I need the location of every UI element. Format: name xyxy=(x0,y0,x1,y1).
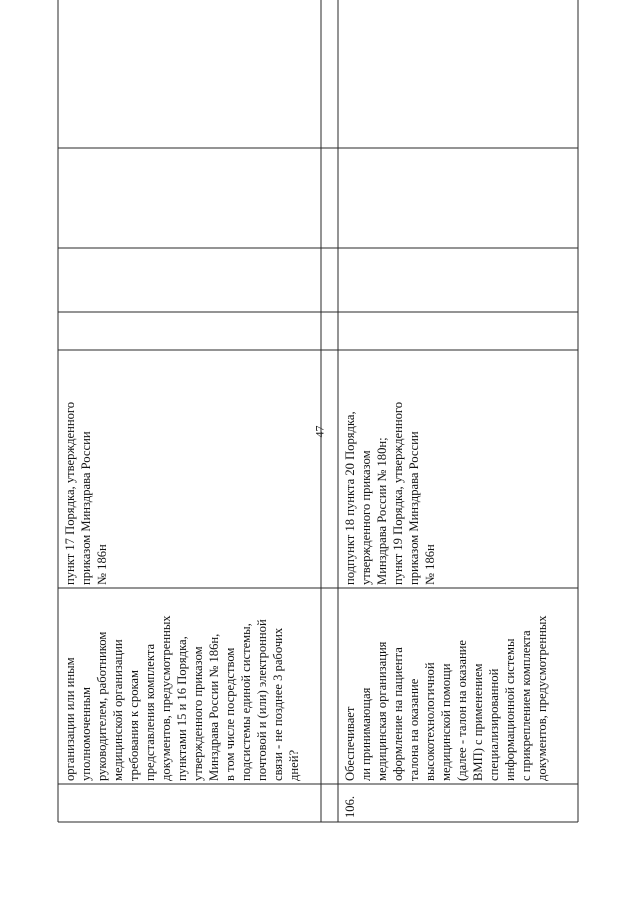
row-1-reference-line: пункт 17 Порядка, утвержденного xyxy=(63,401,77,585)
row-1-question-line: пунктами 15 и 16 Порядка, xyxy=(175,636,189,781)
row-106-question-line: Обеспечивает xyxy=(343,706,357,781)
row-106-question-line: медицинской помощи xyxy=(439,663,453,781)
row-106-question-line: медицинская организация xyxy=(375,641,389,781)
row-106-question-line: специализированной xyxy=(487,668,501,781)
row-1-question-line: требования к срокам xyxy=(127,670,141,781)
row-1-question-line: подсистемы единой системы, xyxy=(239,623,253,781)
row-1-question-line: представления комплекта xyxy=(143,643,157,781)
row-106-reference-line: № 186н xyxy=(423,544,437,585)
row-1-question-line: организации или иным xyxy=(63,657,77,781)
row-106-question-line: документов, предусмотренных xyxy=(535,615,549,781)
row-106-question-line: талона на оказание xyxy=(407,678,421,781)
row-1-reference-cell xyxy=(62,402,110,585)
row-1-reference-line: № 186н xyxy=(95,544,109,585)
row-1-question-line: утвержденного приказом xyxy=(191,646,205,781)
row-1-question-line: связи - не позднее 3 рабочих xyxy=(271,627,285,781)
row-1-reference-line: приказом Минздрава России xyxy=(79,431,93,585)
row-1-question-cell xyxy=(62,615,302,781)
row-106-question-line: ли принимающая xyxy=(359,687,373,781)
row-1-question-line: в том числе посредством xyxy=(223,647,237,781)
row-106-reference-line: приказом Минздрава России xyxy=(407,431,421,585)
row-106-reference-line: пункт 19 Порядка, утвержденного xyxy=(391,401,405,585)
row-106-reference-cell xyxy=(342,402,438,585)
row-1-question-line: медицинской организации xyxy=(111,639,125,781)
row-1-question-line: дней? xyxy=(287,749,301,781)
row-106-question-line: оформление на пациента xyxy=(391,647,405,781)
row-106-reference-line: Минздрава России № 180н; xyxy=(375,437,389,585)
row-1-question-line: уполномоченным xyxy=(79,686,93,781)
page-number: 47 xyxy=(312,425,327,438)
row-106-question-line: ВМП) с применением xyxy=(471,663,485,781)
row-1-question-line: почтовой и (или) электронной xyxy=(255,619,269,781)
row-106-number: 106. xyxy=(343,795,357,818)
row-1-question-line: Минздрава России № 186н, xyxy=(207,633,221,781)
row-1-question-line: руководителем, работником xyxy=(95,631,109,781)
row-106-question-line: (далее - талон на оказание xyxy=(455,639,469,781)
row-106-reference-line: утвержденного приказом xyxy=(359,450,373,585)
row-106-question-line: с прикреплением комплекта xyxy=(519,630,533,781)
row-106-question-line: высокотехнологичной xyxy=(423,662,437,781)
row-1-question-line: документов, предусмотренных xyxy=(159,615,173,781)
row-106-question-cell xyxy=(342,615,550,781)
row-106-question-line: информационной системы xyxy=(503,638,517,781)
row-106-reference-line: подпункт 18 пункта 20 Порядка, xyxy=(343,411,357,585)
